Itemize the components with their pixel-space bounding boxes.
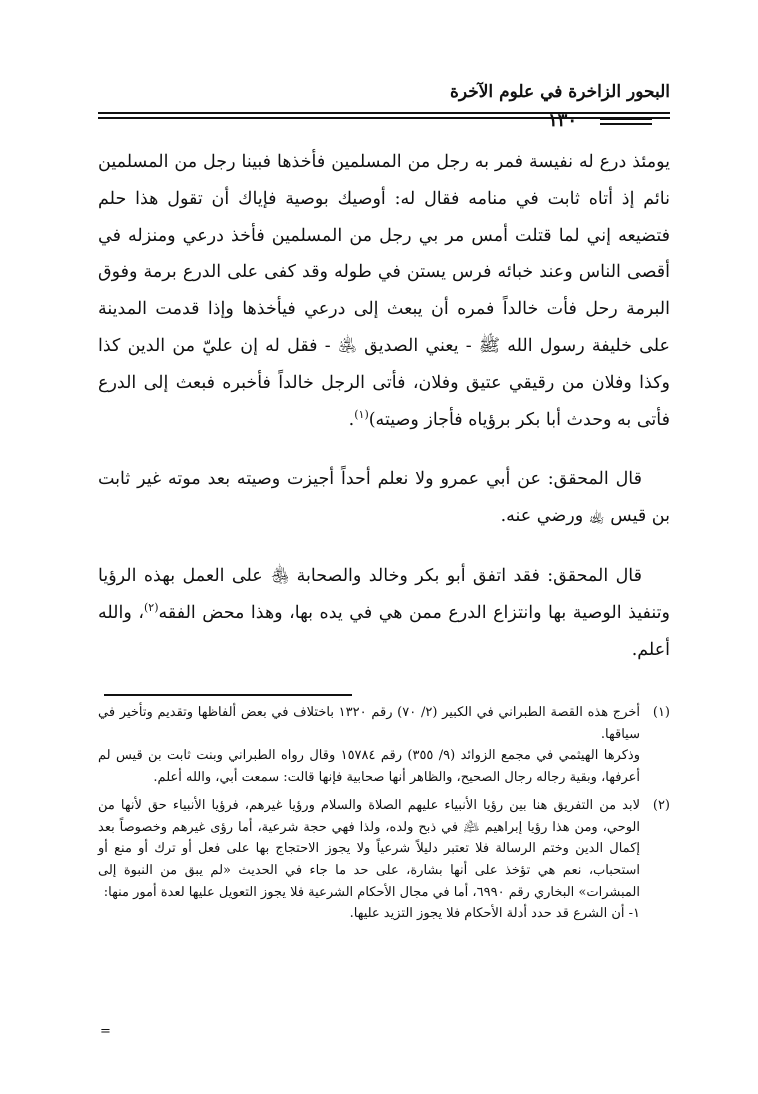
header-rule-bottom	[98, 117, 670, 119]
page-number-rule-top	[600, 118, 652, 120]
header-rule-top	[98, 112, 670, 114]
main-text	[98, 144, 670, 691]
footnote-2-line-2: ١- أن الشرع قد حدد أدلة الأحكام فلا يجوز التزيد عليها.	[349, 906, 640, 922]
page-number: ١٣٠	[548, 110, 578, 131]
paragraph-3	[98, 558, 670, 668]
page-number-rule-bottom	[600, 123, 652, 125]
paragraph-3-text-a: قال المحقق: فقد اتفق أبو بكر وخالد والصحابة ﵃ على العمل بهذه الرؤيا وتنفيذ الوصية بها وانتزاع الدرع ممن هي في يده بها، وهذا محض الفقه	[98, 565, 670, 623]
paragraph-1-end: .	[348, 409, 355, 430]
footnote-ref-2: (٢)	[143, 600, 159, 614]
footnote-ref-1: (١)	[354, 407, 369, 421]
footnote-1-line-2: وذكرها الهيثمي في مجمع الزوائد (٩/ ٣٥٥) رقم ١٥٧٨٤ وقال رواه الطبراني وبنت ثابت بن قيس لم أعرفها، وبقية رجاله رجال الصحيح، والظاهر أنها صحابية فإنها قالت: سمعت أبي، والله أعلم.	[98, 748, 640, 786]
paragraph-3-text-b: ، والله أعلم.	[98, 602, 670, 660]
paragraph-2: قال المحقق: عن أبي عمرو ولا نعلم أحداً أجيزت وصيته بعد موته غير ثابت بن قيس ﵀ ورضي عنه.	[98, 469, 670, 527]
continuation-mark: =	[100, 1024, 111, 1039]
footnote-2-line-1: لابد من التفريق هنا بين رؤيا الأنبياء عليهم الصلاة والسلام ورؤيا غيرهم، فرؤيا الأنبياء حق لأنها من الوحي، ومن هذا رؤيا إبراهيم ﵇ في ذبح ولده، ولذا فهي حجة شرعية، أما رؤى غيرهم وخصوصاً بعد إكمال الدين وختم الرسالة فلا تعتبر دليلاً شرعياً ولا يجوز الاحتجاج بها على فعل أو ترك أو منع أو استحباب، نعم هي تؤخذ على أنها بشارة، على حد ما جاء في الحديث «لم يبق من النبوة إلى المبشرات» البخاري رقم ٦٩٩٠، أما في مجال الأحكام الشرعية فلا يجوز التعويل عليها لعدة أمور منها:	[98, 797, 640, 900]
footnote-2-number: (٢)	[652, 797, 670, 813]
footnote-separator	[104, 694, 352, 696]
footnote-1	[98, 702, 670, 789]
paragraph-1-text: يومئذ درع له نفيسة فمر به رجل من المسلمين فأخذها فبينا رجل من المسلمين نائم إذ أتاه ثابت في منامه فقال له: أوصيك بوصية فإياك أن تقول هذا حلم فتضيعه إني لما قتلت أمس مر بي رجل من المسلمين فأخذ درعي ومنزله في أقصى الناس وعند خبائه فرس يستن في طوله وقد كفى على الدرع برمة وفوق البرمة رحل فأت خالداً فمره أن يبعث إلى درعي فيأخذها وإذا قدمت المدينة على خليفة رسول الله ﷺ - يعني الصديق ﵁ - فقل له إن عليّ من الدين كذا وكذا وفلان من رقيقي عتيق وفلان، فأتى الرجل خالداً فأخبره فبعث إلى الدرع فأتى به وحدث أبا بكر برؤياه فأجاز وصيته)	[98, 152, 670, 430]
footnote-2	[98, 795, 670, 925]
paragraph-1	[98, 144, 670, 438]
footnote-1-line-1: أخرج هذه القصة الطبراني في الكبير (٢/ ٧٠) رقم ١٣٢٠ باختلاف في بعض ألفاظها وتقديم وتأخير في سياقها.	[98, 705, 641, 742]
running-title: البحور الزاخرة في علوم الآخرة	[449, 82, 670, 102]
footnote-1-number: (١)	[652, 705, 670, 720]
footnotes	[98, 702, 670, 931]
